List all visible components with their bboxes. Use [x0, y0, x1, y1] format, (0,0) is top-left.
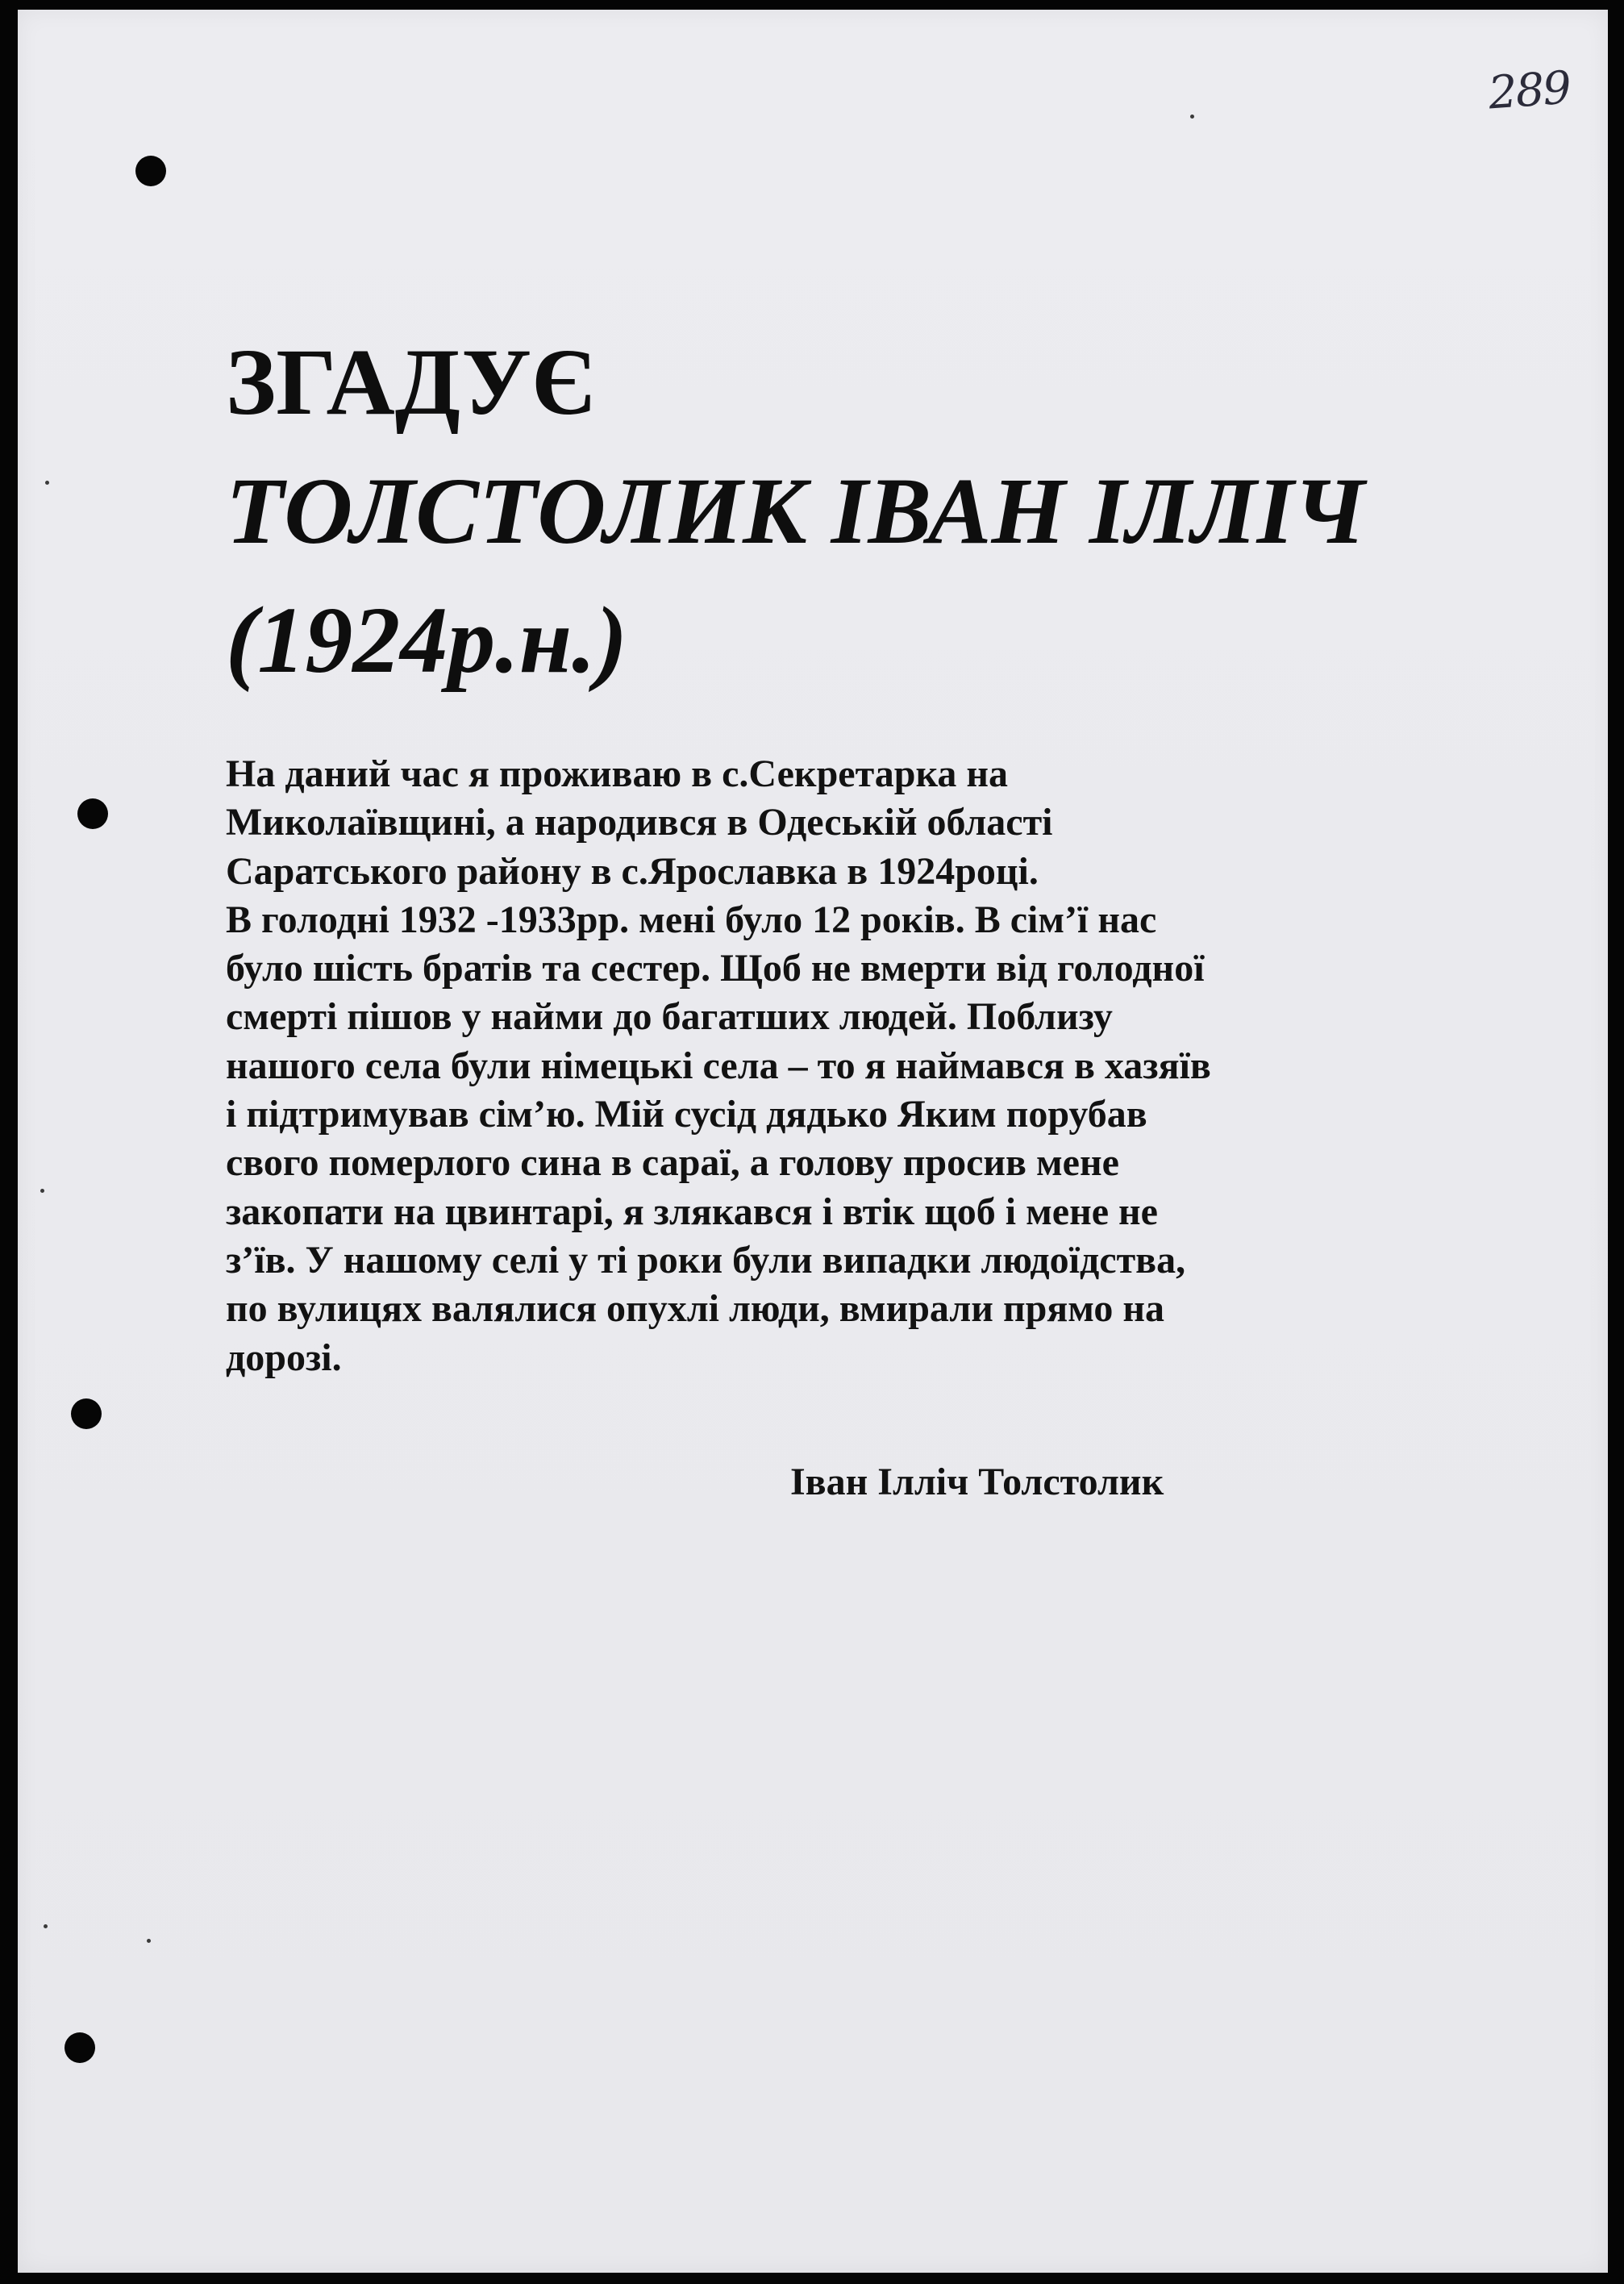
text-line: смерті пішов у найми до багатших людей. Поблизу [226, 995, 1113, 1039]
paper-sheet [18, 10, 1608, 2273]
scan-speck [45, 481, 49, 485]
text-line: свого померлого сина в сараї, а голову просив мене [226, 1141, 1119, 1185]
text-line: закопати на цвинтарі, я злякався і втік щоб і мене не [226, 1190, 1158, 1233]
text-line: На даний час я проживаю в с.Секретарка на [226, 752, 1009, 795]
text-line: з’їв. У нашому селі у ті роки були випадки людоїдства, [226, 1238, 1186, 1282]
text-line: було шість братів та сестер. Щоб не вмерти від голодної [226, 947, 1205, 990]
binder-hole [71, 1398, 102, 1429]
signature-name: Іван Ілліч Толстолик [790, 1461, 1164, 1503]
text-line: по вулицях валялися опухлі люди, вмирали прямо на [226, 1287, 1164, 1331]
text-line: Миколаївщині, а народився в Одеській області [226, 801, 1053, 844]
scan-speck [1190, 115, 1194, 119]
binder-hole [65, 2032, 95, 2063]
text-line: Саратського району в с.Ярославка в 1924році. [226, 849, 1039, 893]
scan-speck [40, 1189, 44, 1193]
testimony-text [226, 750, 1484, 1382]
scan-speck [147, 1939, 151, 1943]
scan-speck [44, 1924, 48, 1928]
binder-hole [77, 798, 108, 829]
binder-hole [135, 156, 166, 186]
text-line: дорозі. [226, 1336, 342, 1379]
text-line: і підтримував сім’ю. Мій сусід дядько Яким порубав [226, 1093, 1147, 1136]
document-title [226, 318, 1476, 705]
title-heading: ЗГАДУЄ [226, 329, 596, 435]
text-line: нашого села були німецькі села – то я наймався в хазяїв [226, 1044, 1211, 1087]
handwritten-page-number: 289 [1486, 61, 1572, 120]
title-person-name: ТОЛСТОЛИК ІВАН ІЛЛІЧ [226, 458, 1365, 564]
title-birth-year: (1924р.н.) [226, 587, 628, 693]
text-line: В голодні 1932 -1933рр. мені було 12 років. В сім’ї нас [226, 898, 1157, 941]
